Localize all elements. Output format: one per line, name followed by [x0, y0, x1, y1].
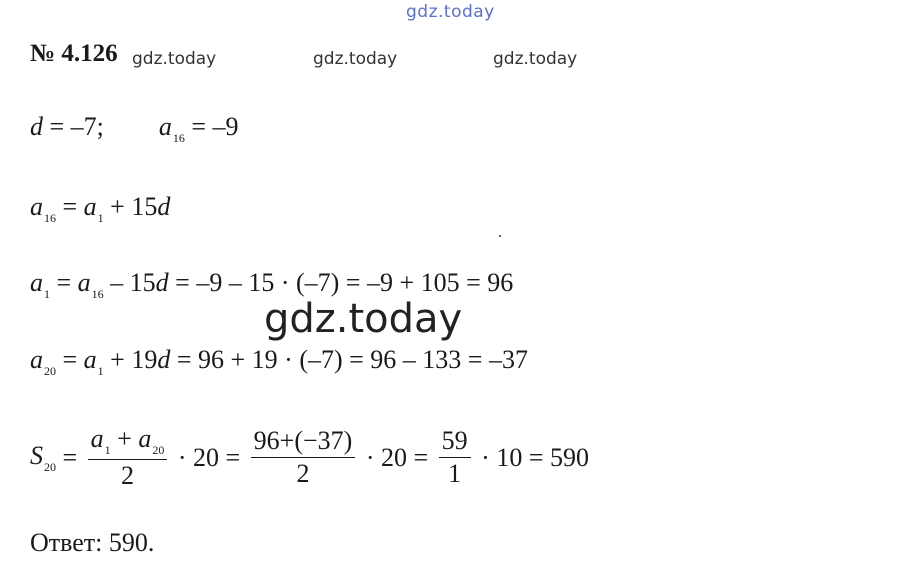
subscript: 16: [172, 131, 185, 145]
stray-dot: [499, 235, 501, 237]
var-S: S: [30, 440, 43, 470]
subscript: 1: [44, 287, 50, 301]
var-a: a: [83, 345, 97, 374]
fraction-3-numerator: 59: [439, 426, 471, 458]
subscript: 16: [91, 287, 104, 301]
fraction-3: [439, 426, 471, 489]
subscript: 20: [44, 364, 56, 378]
subscript: 16: [44, 211, 56, 225]
a16-value: = –9: [184, 112, 239, 141]
watermark-row-3: gdz.today: [493, 49, 578, 69]
var-d: d: [155, 268, 169, 297]
var-d: d: [157, 345, 171, 374]
fraction-3-denominator: 1: [448, 459, 462, 488]
multiply-term: · 20 =: [171, 442, 247, 472]
result: · 10 = 590: [474, 442, 589, 472]
var-d: d: [30, 112, 43, 141]
computation: = –9 – 15 · (–7) = –9 + 105 = 96: [168, 268, 514, 297]
computation: = 96 + 19 · (–7) = 96 – 133 = –37: [170, 345, 528, 374]
sum-formula-line: [30, 424, 589, 491]
formula-line-2: [30, 192, 170, 226]
d-value: = –7;: [43, 112, 104, 141]
subscript: 20: [44, 459, 56, 474]
var-a: a: [83, 192, 97, 221]
var-a: a: [90, 424, 104, 453]
fraction-2-numerator: 96+(−37): [251, 426, 356, 458]
var-a: a: [30, 268, 43, 297]
var-a: a: [138, 424, 152, 453]
term: + 15: [103, 192, 158, 221]
fraction-2-denominator: 2: [296, 459, 310, 488]
var-a: a: [158, 112, 172, 141]
term: – 15: [103, 268, 156, 297]
subscript: 1: [97, 211, 104, 225]
term: + 19: [103, 345, 158, 374]
var-a: a: [30, 192, 43, 221]
equals: =: [56, 442, 84, 472]
watermark-top: gdz.today: [406, 2, 495, 22]
equals: =: [50, 268, 78, 297]
var-d: d: [157, 192, 171, 221]
plus: +: [110, 424, 139, 453]
subscript: 1: [104, 443, 111, 457]
fraction-1-numerator: [88, 424, 168, 460]
formula-line-4: [30, 345, 528, 379]
subscript: 1: [97, 364, 104, 378]
equals: =: [56, 345, 84, 374]
fraction-1-denominator: 2: [121, 461, 134, 490]
watermark-row-2: gdz.today: [313, 49, 398, 69]
var-a: a: [30, 345, 43, 374]
fraction-1: [88, 424, 168, 491]
given-line: [30, 112, 239, 146]
multiply-term: · 20 =: [359, 442, 435, 472]
subscript: 20: [152, 443, 165, 457]
problem-number: № 4.126: [30, 40, 118, 67]
watermark-row-1: gdz.today: [132, 49, 217, 69]
fraction-2: [251, 426, 356, 489]
var-a: a: [77, 268, 91, 297]
watermark-big: gdz.today: [264, 296, 463, 342]
equals: =: [56, 192, 84, 221]
answer-text: Ответ: 590.: [30, 528, 155, 557]
